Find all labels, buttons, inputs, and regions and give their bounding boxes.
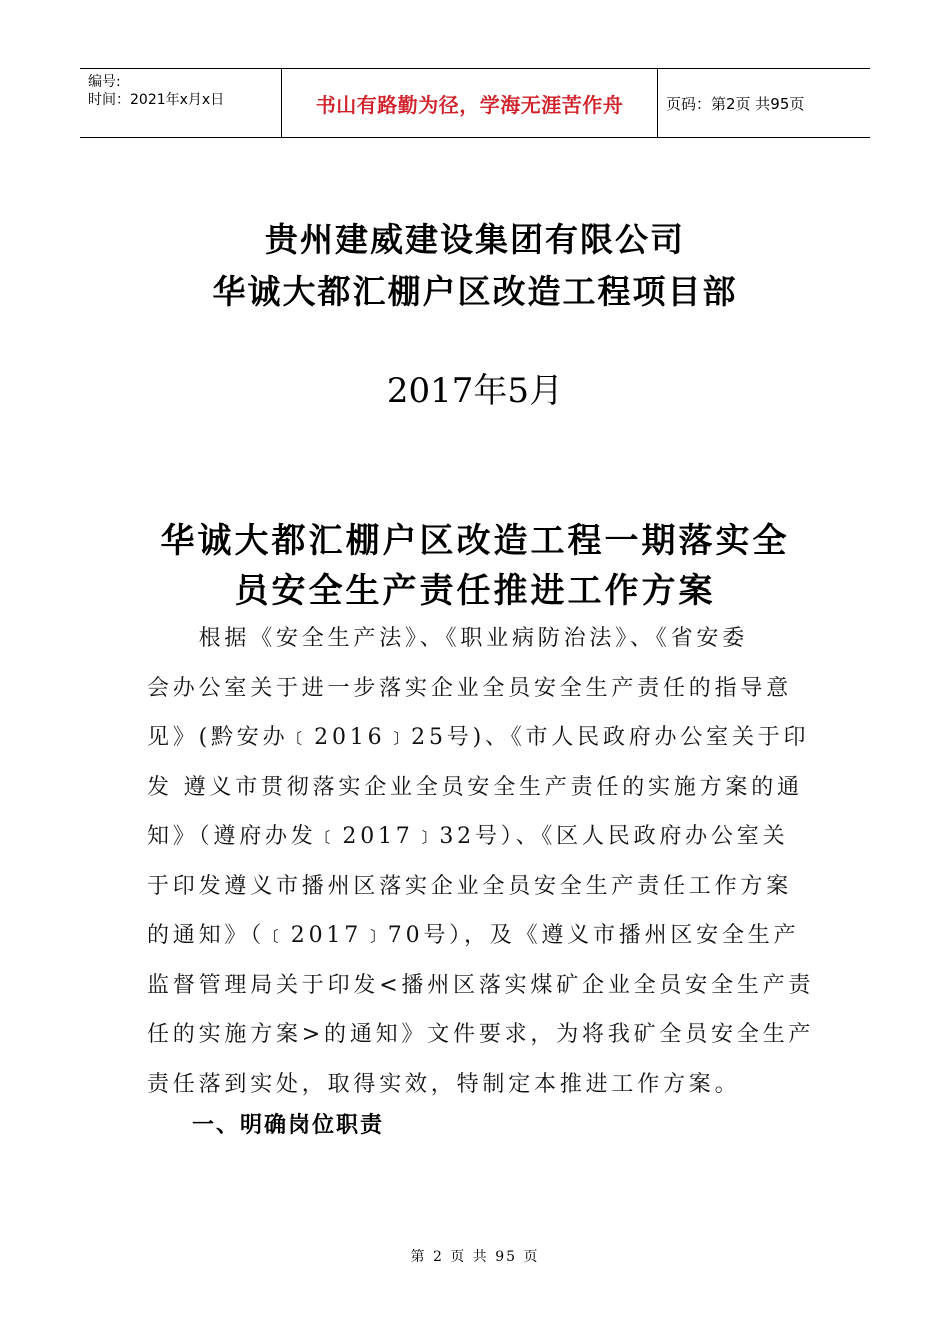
body-line: 根据《安全生产法》、《职业病防治法》、《省安委 <box>147 626 749 651</box>
body-line: 知》（遵府办发﹝2017﹞32号）、《区人民政府办公室关 <box>147 824 789 849</box>
header-motto: 书山有路勤为径，学海无涯苦作舟 <box>282 69 658 137</box>
number-label: 编号: <box>88 74 121 90</box>
section-heading: 一、明确岗位职责 <box>192 1113 385 1138</box>
body-line: 责任落到实处，取得实效，特制定本推进工作方案。 <box>147 1071 741 1097</box>
company-name: 贵州建威建设集团有限公司 <box>265 220 685 259</box>
body-paragraph <box>147 614 815 1109</box>
time-label: 时间：2021年x月x日 <box>88 92 225 108</box>
project-department: 华诚大都汇棚户区改造工程项目部 <box>212 272 738 311</box>
header-page-label: 页码：第2页 共95页 <box>666 94 805 113</box>
header-info <box>80 69 282 137</box>
page-footer: 第 2 页 共 95 页 <box>410 1249 540 1265</box>
body-line: 任的实施方案>的通知》文件要求，为将我矿全员安全生产 <box>147 1022 815 1047</box>
body-line: 会办公室关于进一步落实企业全员安全生产责任的指导意 <box>147 675 793 701</box>
document-title-line-1: 华诚大都汇棚户区改造工程一期落实全 <box>160 521 790 561</box>
page-header <box>80 68 870 138</box>
document-date: 2017年5月 <box>386 371 564 411</box>
body-line: 监督管理局关于印发<播州区落实煤矿企业全员安全生产责 <box>147 972 815 998</box>
document-title-line-2: 员安全生产责任推进工作方案 <box>234 571 716 611</box>
body-line: 见》(黔安办﹝2016﹞25号)、《市人民政府办公室关于印 <box>147 725 810 750</box>
body-line: 发 遵义市贯彻落实企业全员安全生产责任的实施方案的通 <box>147 774 803 800</box>
body-line: 于印发遵义市播州区落实企业全员安全生产责任工作方案 <box>147 873 793 899</box>
body-line: 的通知》（﹝2017﹞70号），及《遵义市播州区安全生产 <box>147 923 800 948</box>
